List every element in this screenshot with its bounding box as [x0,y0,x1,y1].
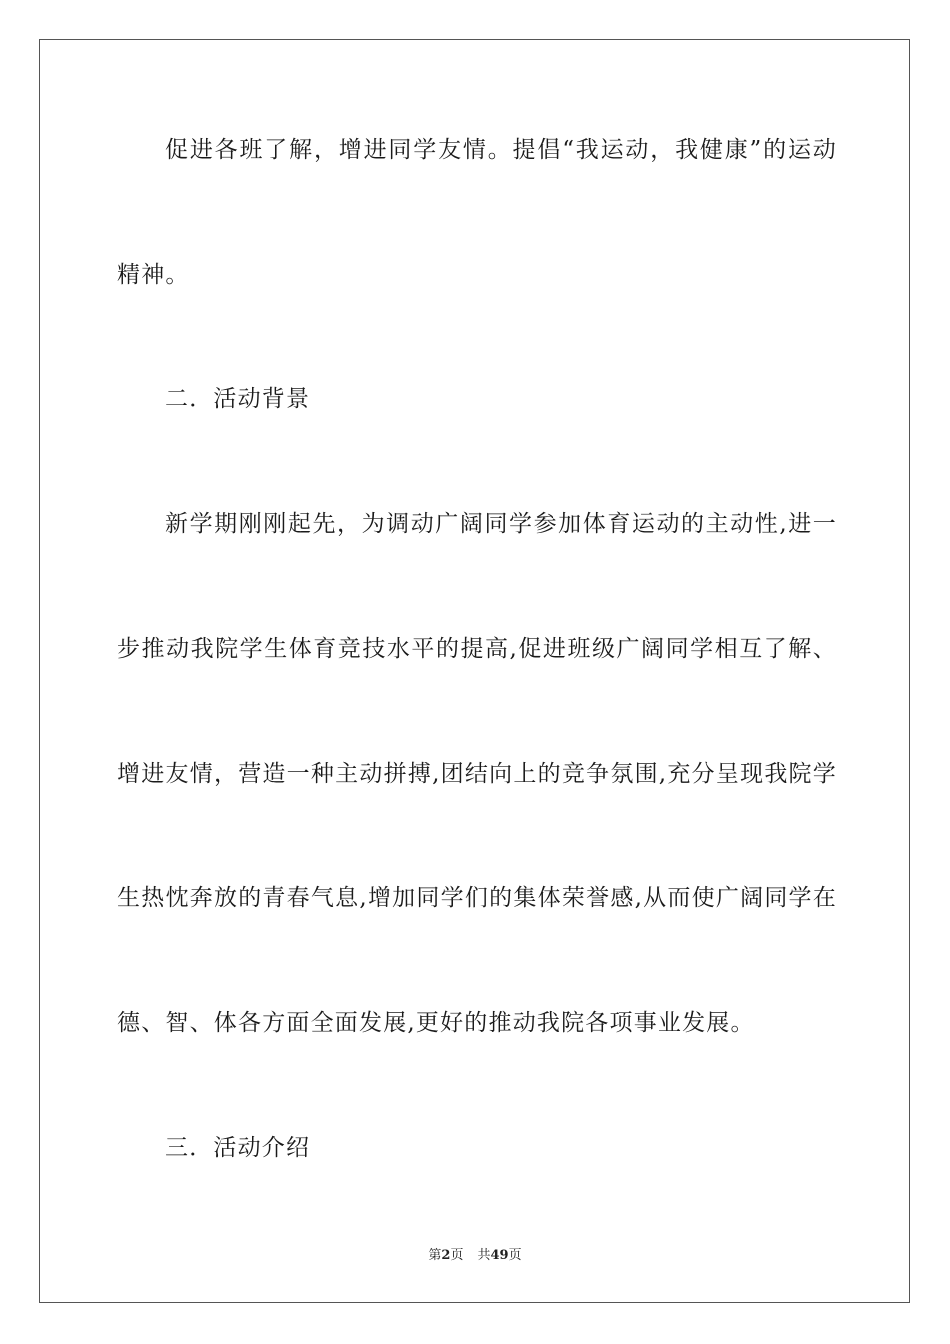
paragraph-line: 德、智、体各方面全面发展,更好的推动我院各项事业发展。 [117,1010,755,1036]
footer-total-suffix: 页 [508,1248,522,1263]
paragraph-line: 促进各班了解，增进同学友情。提倡“我运动，我健康”的运动 [165,137,837,163]
paragraph-line: 新学期刚刚起先，为调动广阔同学参加体育运动的主动性,进一 [165,511,837,537]
paragraph-line: 增进友情，营造一种主动拼搏,团结向上的竞争氛围,充分呈现我院学 [117,761,837,787]
footer-page-prefix: 第 [428,1248,442,1263]
footer-total-prefix: 共 [477,1248,491,1263]
page-footer [0,1247,950,1265]
section-heading: 二．活动背景 [165,386,311,412]
section-heading: 三．活动介绍 [165,1135,311,1161]
footer-total-number: 49 [490,1248,509,1263]
paragraph-line: 步推动我院学生体育竞技水平的提高,促进班级广阔同学相互了解、 [117,636,837,662]
paragraph-line: 生热忱奔放的青春气息,增加同学们的集体荣誉感,从而使广阔同学在 [117,885,837,911]
footer-page-suffix: 页 [450,1248,464,1263]
page-border [39,39,910,1303]
footer-page-number: 2 [441,1248,451,1263]
paragraph-line: 精神。 [117,262,190,288]
